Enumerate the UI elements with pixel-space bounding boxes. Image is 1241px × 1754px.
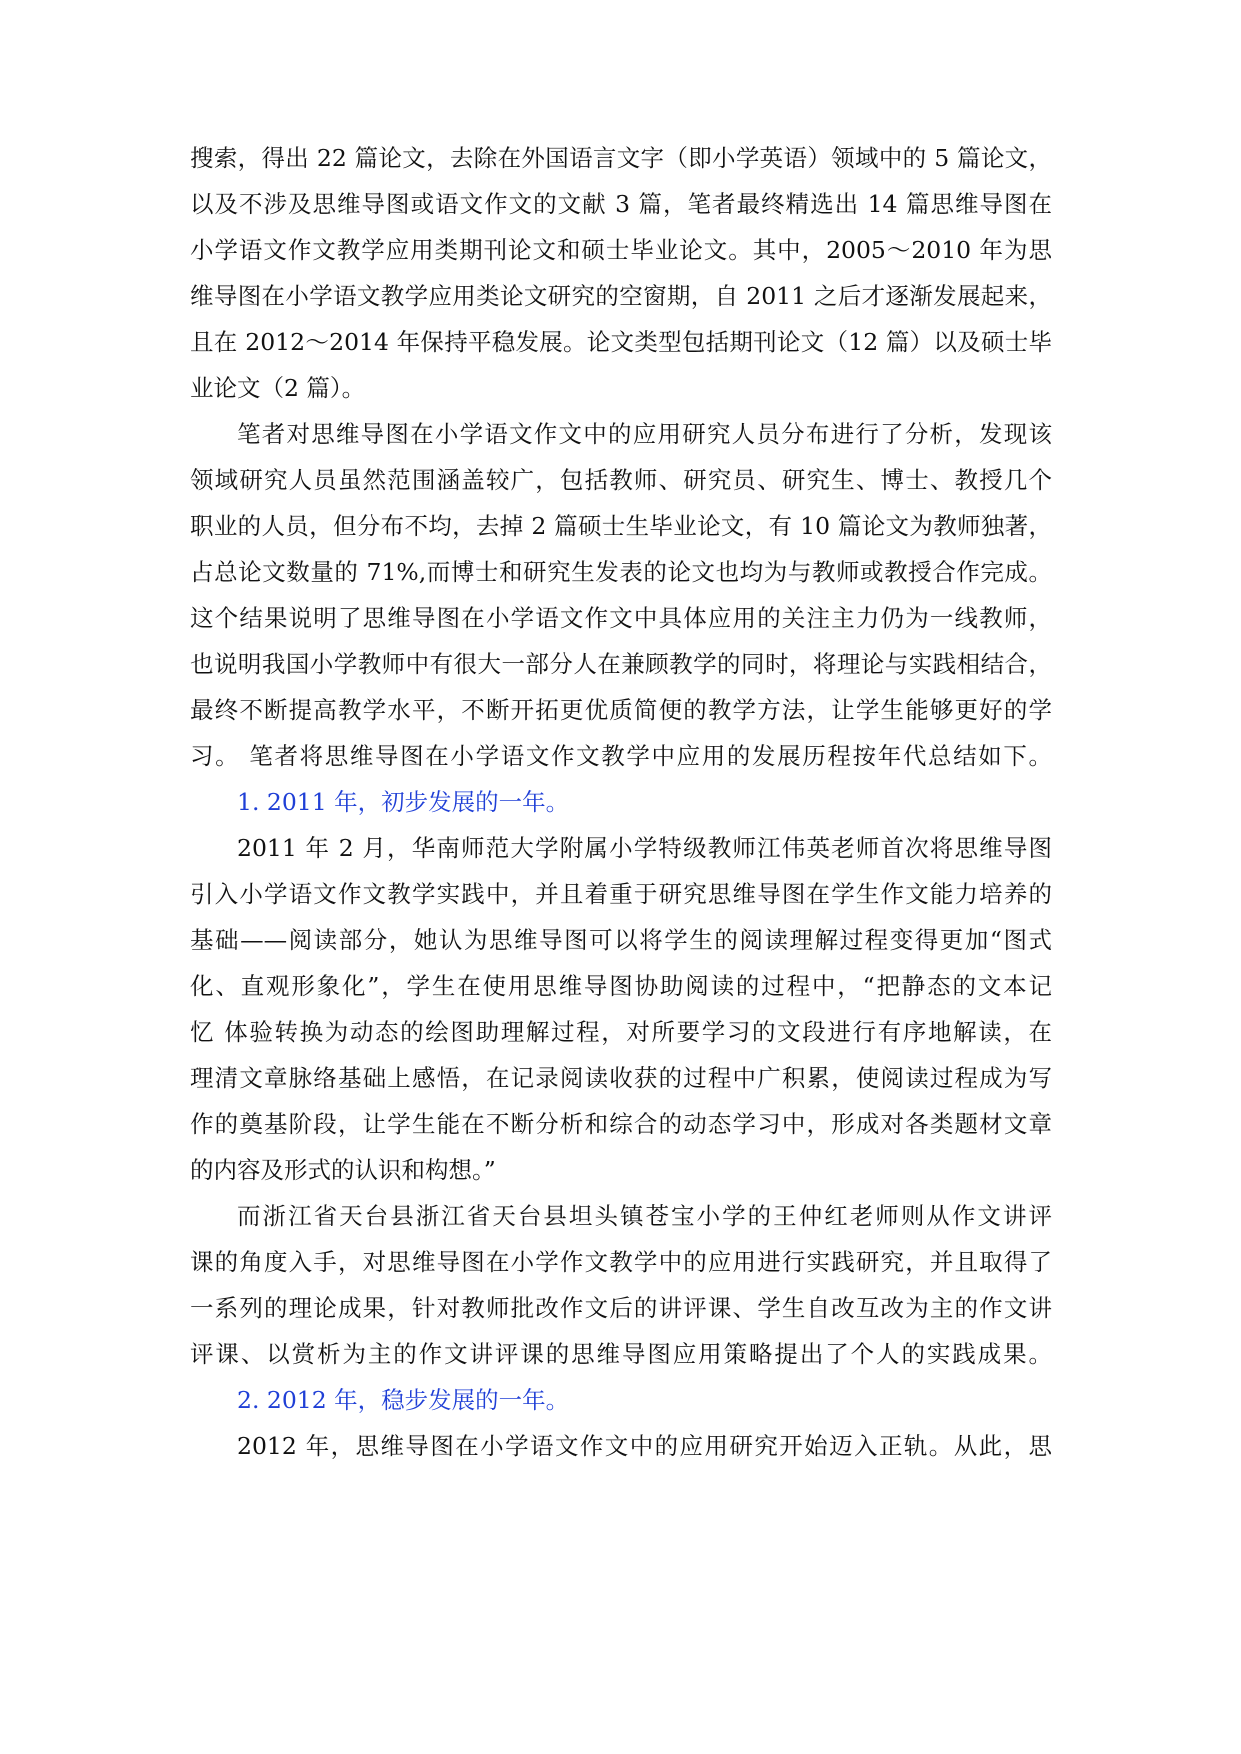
paragraph-3-line-2: 引入小学语文作文教学实践中，并且着重于研究思维导图在学生作文能力培养的 (190, 880, 1052, 908)
paragraph-1-line-4: 维导图在小学语文教学应用类论文研究的空窗期，自 2011 之后才逐渐发展起来， (190, 282, 1052, 310)
paragraph-2-line-2: 领域研究人员虽然范围涵盖较广，包括教师、研究员、研究生、博士、教授几个 (190, 466, 1052, 494)
paragraph-1-line-5: 且在 2012～2014 年保持平稳发展。论文类型包括期刊论文（12 篇）以及硕士毕 (190, 328, 1052, 356)
section-heading-2012: 2. 2012 年，稳步发展的一年。 (237, 1386, 570, 1414)
paragraph-3-line-1: 2011 年 2 月，华南师范大学附属小学特级教师江伟英老师首次将思维导图 (237, 834, 1052, 862)
paragraph-1-line-6: 业论文（2 篇）。 (190, 374, 366, 402)
paragraph-2-line-7: 最终不断提高教学水平，不断开拓更优质简便的教学方法，让学生能够更好的学 (190, 696, 1052, 724)
paragraph-2-line-3: 职业的人员，但分布不均，去掉 2 篇硕士生毕业论文，有 10 篇论文为教师独著， (190, 512, 1052, 540)
paragraph-2-line-5: 这个结果说明了思维导图在小学语文作文中具体应用的关注主力仍为一线教师， (190, 604, 1052, 632)
paragraph-3-line-6: 理清文章脉络基础上感悟，在记录阅读收获的过程中广积累，使阅读过程成为写 (190, 1064, 1052, 1092)
paragraph-4-line-4: 评课、以赏析为主的作文讲评课的思维导图应用策略提出了个人的实践成果。 (190, 1340, 1052, 1368)
paragraph-3-line-4: 化、直观形象化”，学生在使用思维导图协助阅读的过程中，“把静态的文本记 (190, 972, 1052, 1000)
paragraph-4-line-1: 而浙江省天台县浙江省天台县坦头镇苍宝小学的王仲红老师则从作文讲评 (237, 1202, 1052, 1230)
paragraph-3-line-7: 作的奠基阶段，让学生能在不断分析和综合的动态学习中，形成对各类题材文章 (190, 1110, 1052, 1138)
paragraph-4-line-3: 一系列的理论成果，针对教师批改作文后的讲评课、学生自改互改为主的作文讲 (190, 1294, 1052, 1322)
paragraph-1-line-2: 以及不涉及思维导图或语文作文的文献 3 篇，笔者最终精选出 14 篇思维导图在 (190, 190, 1052, 218)
paragraph-2-line-8: 习。 笔者将思维导图在小学语文作文教学中应用的发展历程按年代总结如下。 (190, 742, 1052, 770)
paragraph-2-line-6: 也说明我国小学教师中有很大一部分人在兼顾教学的同时，将理论与实践相结合， (190, 650, 1052, 678)
paragraph-4-line-2: 课的角度入手，对思维导图在小学作文教学中的应用进行实践研究，并且取得了 (190, 1248, 1052, 1276)
section-heading-2011: 1. 2011 年，初步发展的一年。 (237, 788, 570, 816)
paragraph-5-line-1: 2012 年，思维导图在小学语文作文中的应用研究开始迈入正轨。从此，思 (237, 1432, 1052, 1460)
paragraph-3-line-8: 的内容及形式的认识和构想。” (190, 1156, 496, 1184)
paragraph-3-line-5: 忆 体验转换为动态的绘图助理解过程，对所要学习的文段进行有序地解读，在 (190, 1018, 1052, 1046)
paragraph-1-line-1: 搜索，得出 22 篇论文，去除在外国语言文字（即小学英语）领域中的 5 篇论文， (190, 144, 1052, 172)
paragraph-2-line-1: 笔者对思维导图在小学语文作文中的应用研究人员分布进行了分析，发现该 (237, 420, 1052, 448)
paragraph-2-line-4: 占总论文数量的 71%,而博士和研究生发表的论文也均为与教师或教授合作完成。 (190, 558, 1052, 586)
paragraph-3-line-3: 基础——阅读部分，她认为思维导图可以将学生的阅读理解过程变得更加“图式 (190, 926, 1052, 954)
paragraph-1-line-3: 小学语文作文教学应用类期刊论文和硕士毕业论文。其中，2005～2010 年为思 (190, 236, 1052, 264)
